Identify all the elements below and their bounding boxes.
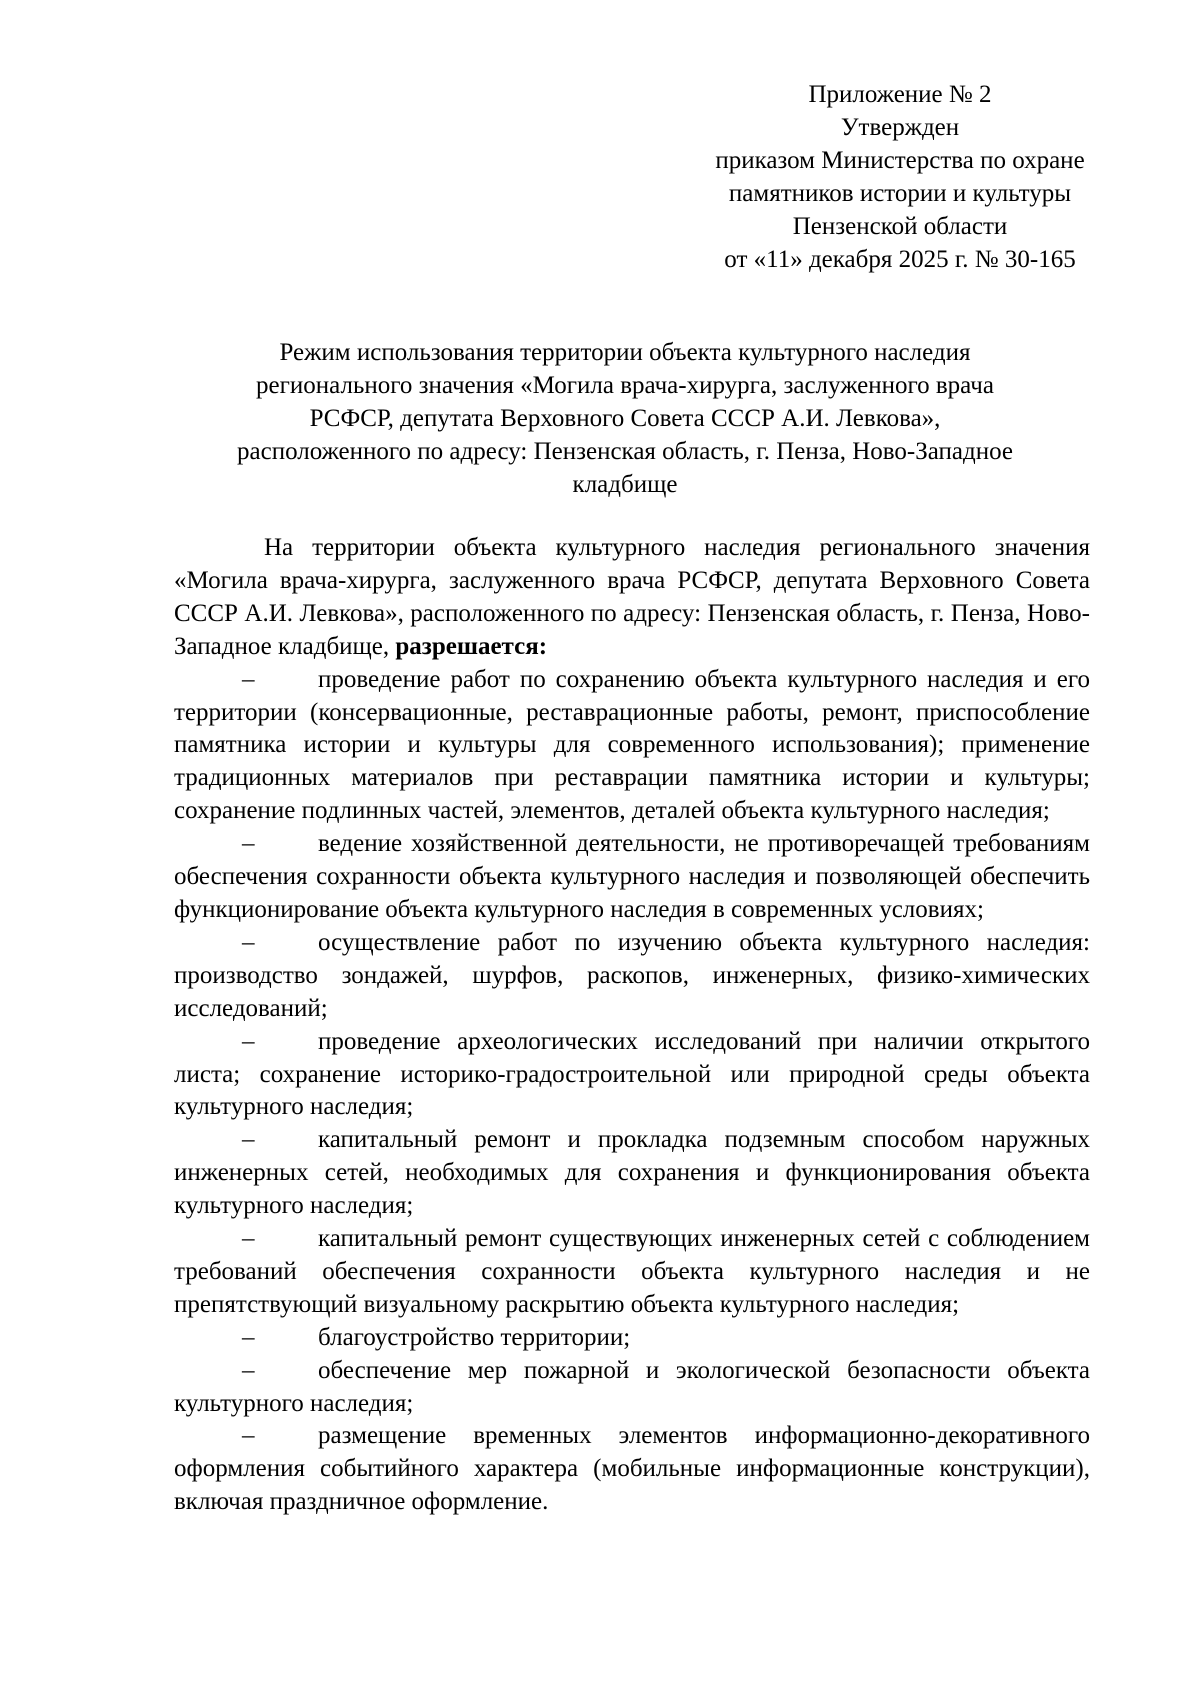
list-item-text: проведение работ по сохранению объекта культурного наследия и его территории (консервационные, реставрационные работы, ремонт, приспособление памятника истории и культуры для современного использования); применение традиционных материалов при реставрации памятника истории и культуры; сохранение подлинных частей, элементов, деталей объекта культурного наследия; <box>174 665 1090 825</box>
list-item <box>174 1420 1090 1519</box>
list-item <box>174 927 1090 1026</box>
intro-paragraph <box>174 532 1090 664</box>
list-item-text: благоустройство территории; <box>318 1323 631 1351</box>
document-body <box>174 532 1090 1519</box>
dash-marker: – <box>242 1323 255 1351</box>
approval-line: Утвержден <box>840 114 960 141</box>
title-line: расположенного по адресу: Пензенская область, г. Пенза, Ново-Западное <box>237 438 1013 465</box>
dash-marker: – <box>242 1422 255 1450</box>
dash-marker: – <box>242 830 255 858</box>
dash-marker: – <box>242 665 255 693</box>
title-line: регионального значения «Могила врача-хирурга, заслуженного врача <box>256 372 994 399</box>
approval-line: памятников истории и культуры <box>728 180 1072 207</box>
list-item <box>174 1322 1090 1355</box>
list-item-text: ведение хозяйственной деятельности, не противоречащей требованиям обеспечения сохранности объекта культурного наследия и позволяющей обеспечить функционирование объекта культурного наследия в современных условиях; <box>174 830 1090 923</box>
dash-marker: – <box>242 1027 255 1055</box>
title-line: РСФСР, депутата Верховного Совета СССР А.И. Левкова», <box>309 405 941 432</box>
dash-marker: – <box>242 1225 255 1253</box>
list-item <box>174 1026 1090 1125</box>
intro-bold-text: разрешается: <box>395 632 548 660</box>
dash-marker: – <box>242 1126 255 1154</box>
title-line: Режим использования территории объекта культурного наследия <box>279 339 971 366</box>
approval-line: Приложение № 2 <box>808 81 992 108</box>
approval-line: приказом Министерства по охране <box>715 147 1085 174</box>
approval-stamp-block <box>700 78 1100 276</box>
list-item <box>174 1124 1090 1223</box>
title-line: кладбище <box>572 471 678 498</box>
list-item-text: проведение археологических исследований при наличии открытого листа; сохранение историко-градостроительной или природной среды объекта культурного наследия; <box>174 1027 1090 1121</box>
list-item <box>174 664 1090 829</box>
list-item-text: капитальный ремонт существующих инженерных сетей с соблюдением требований обеспечения сохранности объекта культурного наследия и не препятствующий визуальному раскрытию объекта культурного наследия; <box>174 1225 1090 1318</box>
approval-line: от «11» декабря 2025 г. № 30-165 <box>724 246 1076 273</box>
approval-line: Пензенской области <box>792 213 1008 240</box>
dash-marker: – <box>242 928 255 956</box>
list-item <box>174 828 1090 927</box>
list-item-text: капитальный ремонт и прокладка подземным способом наружных инженерных сетей, необходимых для сохранения и функционирования объекта культурного наследия; <box>174 1126 1090 1220</box>
document-title <box>160 336 1090 501</box>
intro-text: На территории объекта культурного наследия регионального значения «Могила врача-хирурга, заслуженного врача РСФСР, депутата Верховного Совета СССР А.И. Левкова», расположенного по адресу: Пензенская область, г. Пенза, Ново-Западное кладбище, <box>174 534 1090 660</box>
list-item <box>174 1223 1090 1322</box>
list-item-text: осуществление работ по изучению объекта культурного наследия: производство зондажей, шурфов, раскопов, инженерных, физико-химических исследований; <box>174 928 1090 1022</box>
list-item <box>174 1355 1090 1421</box>
list-item-text: обеспечение мер пожарной и экологической безопасности объекта культурного наследия; <box>174 1356 1090 1417</box>
dash-marker: – <box>242 1356 255 1384</box>
list-item-text: размещение временных элементов информационно-декоративного оформления событийного характера (мобильные информационные конструкции), включая праздничное оформление. <box>174 1422 1090 1516</box>
